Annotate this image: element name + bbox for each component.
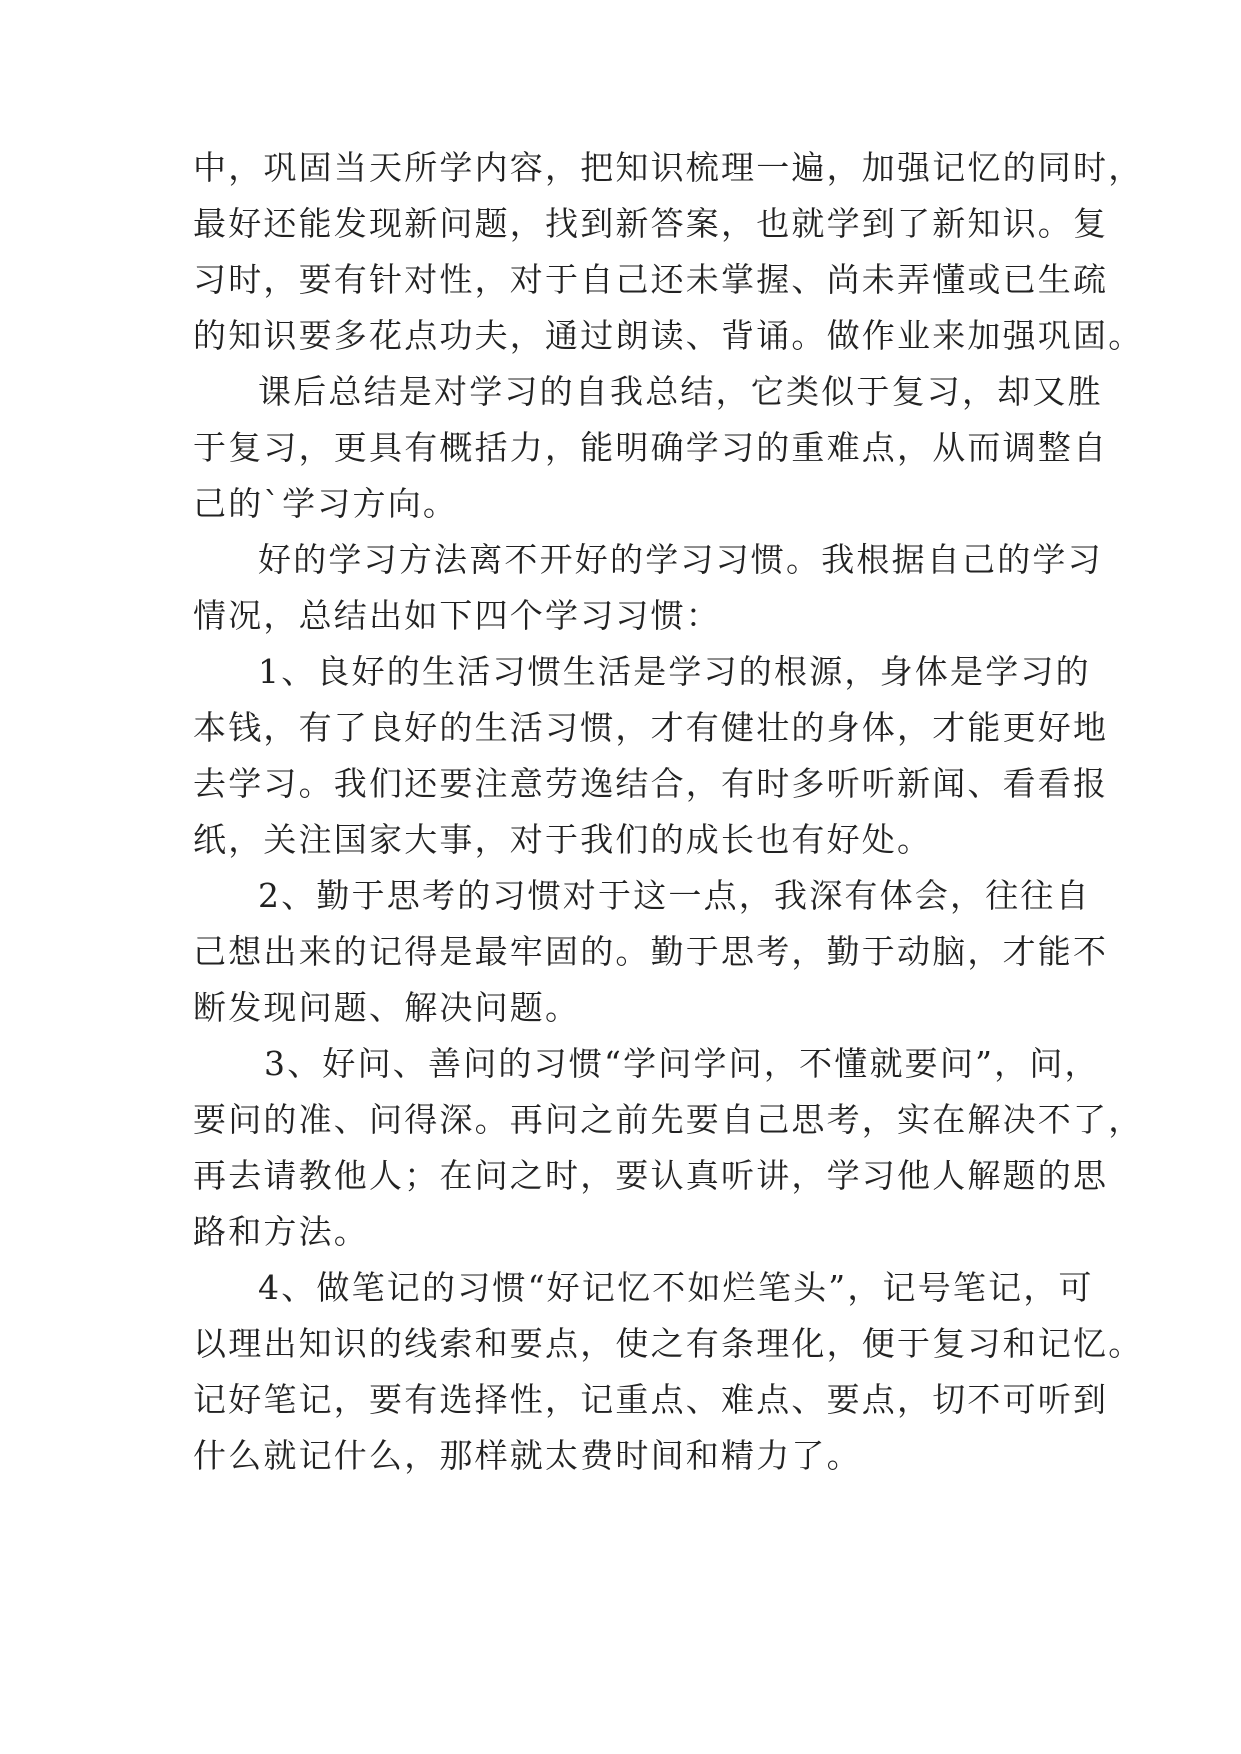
paragraph-start-line: 课后总结是对学习的自我总结，它类似于复习，却又胜: [258, 372, 1103, 411]
list-item-1-line: 1、良好的生活习惯生活是学习的根源，身体是学习的: [258, 652, 1091, 691]
text-line: 本钱，有了良好的生活习惯，才有健壮的身体，才能更好地: [193, 708, 1109, 747]
text-line: 习时，要有针对性，对于自己还未掌握、尚未弄懂或已生疏: [193, 260, 1109, 299]
text-line: 记好笔记，要有选择性，记重点、难点、要点，切不可听到: [193, 1380, 1109, 1419]
text-line: 最好还能发现新问题，找到新答案，也就学到了新知识。复: [193, 204, 1109, 243]
text-line: 情况，总结出如下四个学习习惯：: [193, 596, 721, 635]
text-line: 断发现问题、解决问题。: [193, 988, 581, 1027]
paragraph-start-line: 好的学习方法离不开好的学习习惯。我根据自己的学习: [258, 540, 1103, 579]
text-line: 于复习，更具有概括力，能明确学习的重难点，从而调整自: [193, 428, 1109, 467]
text-line: 纸，关注国家大事，对于我们的成长也有好处。: [193, 820, 933, 859]
text-line: 去学习。我们还要注意劳逸结合，有时多听听新闻、看看报: [193, 764, 1109, 803]
text-line: 要问的准、问得深。再问之前先要自己思考，实在解决不了，: [193, 1100, 1144, 1139]
text-line: 己想出来的记得是最牢固的。勤于思考，勤于动脑，才能不: [193, 932, 1109, 971]
text-line: 再去请教他人；在问之时，要认真听讲，学习他人解题的思: [193, 1156, 1109, 1195]
text-line: 路和方法。: [193, 1212, 369, 1251]
list-item-3-line: 3、好问、善问的习惯“学问学问，不懂就要问”，问，: [264, 1044, 1100, 1083]
text-line: 己的`学习方向。: [193, 484, 459, 523]
text-line: 以理出知识的线索和要点，使之有条理化，便于复习和记忆。: [193, 1324, 1144, 1363]
text-line: 中，巩固当天所学内容，把知识梳理一遍，加强记忆的同时，: [193, 148, 1144, 187]
text-line: 的知识要多花点功夫，通过朗读、背诵。做作业来加强巩固。: [193, 316, 1144, 355]
list-item-2-line: 2、勤于思考的习惯对于这一点，我深有体会，往往自: [258, 876, 1091, 915]
list-item-4-line: 4、做笔记的习惯“好记忆不如烂笔头”，记号笔记，可: [258, 1268, 1094, 1307]
text-line: 什么就记什么，那样就太费时间和精力了。: [193, 1436, 862, 1475]
